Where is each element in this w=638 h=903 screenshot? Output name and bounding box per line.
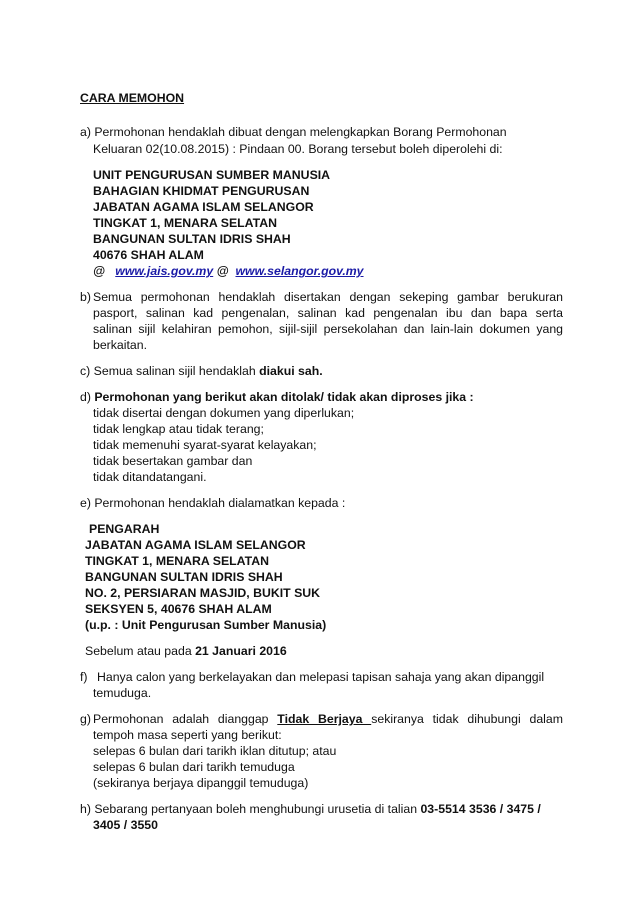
address-a-3: JABATAN AGAMA ISLAM SELANGOR [93,200,314,214]
item-g-line1 [93,712,563,727]
item-g-pre: Permohonan adalah dianggap [93,712,278,726]
item-h-text: Sebarang pertanyaan boleh menghubungi urusetia di talian [94,802,421,816]
item-a-label: a) [80,125,91,139]
item-g-cond-2: selepas 6 bulan dari tarikh temuduga [93,760,295,774]
phone-1: 03-5514 3536 / 3475 / [420,802,541,816]
deadline-date: 21 Januari 2016 [195,644,287,658]
at-sign: @ [216,264,229,278]
item-c-text: Semua salinan sijil hendaklah [93,364,260,378]
item-a-line1: Permohonan hendaklah dibuat dengan melengkapkan Borang Permohonan [94,125,507,139]
at-sign: @ [93,264,105,278]
address-a-4: TINGKAT 1, MENARA SELATAN [93,216,277,230]
address-e-3: TINGKAT 1, MENARA SELATAN [85,554,269,568]
item-e-text: Permohonan hendaklah dialamatkan kepada : [94,496,346,510]
address-e-6: SEKSYEN 5, 40676 SHAH ALAM [85,602,272,616]
deadline-text: Sebelum atau pada [85,644,196,658]
address-e-2: JABATAN AGAMA ISLAM SELANGOR [85,538,306,552]
address-e-5: NO. 2, PERSIARAN MASJID, BUKIT SUK [85,586,321,600]
heading: CARA MEMOHON [80,91,185,105]
phone-2: 3405 / 3550 [93,818,158,832]
item-f-line2: temuduga. [93,686,152,700]
item-d-reason-4: tidak besertakan gambar dan [93,454,253,468]
item-e-label: e) [80,496,91,510]
item-d [80,390,474,405]
address-a-6: 40676 SHAH ALAM [93,248,204,262]
address-a-2: BAHAGIAN KHIDMAT PENGURUSAN [93,184,310,198]
item-b-line4: berkaitan. [93,338,148,352]
item-d-reason-3: tidak memenuhi syarat-syarat kelayakan; [93,438,317,452]
item-e [80,496,345,511]
item-c [80,364,323,379]
item-a-line2: Keluaran 02(10.08.2015) : Pindaan 00. Borang tersebut boleh diperolehi di: [93,142,503,156]
item-g-line2: tempoh masa seperti yang berikut: [93,728,282,742]
item-a [80,125,507,140]
item-f-line1: Hanya calon yang berkelayakan dan melepasi tapisan sahaja yang akan dipanggil [97,670,545,684]
address-e-4: BANGUNAN SULTAN IDRIS SHAH [85,570,283,584]
jais-link[interactable]: www.jais.gov.my [115,264,214,278]
links-line [93,264,364,279]
item-h [80,802,541,817]
item-d-reason-2: tidak lengkap atau tidak terang; [93,422,264,436]
item-d-reason-1: tidak disertai dengan dokumen yang diperlukan; [93,406,355,420]
item-d-label: d) [80,390,91,404]
item-c-label: c) [80,364,91,378]
item-b-label: b) [80,290,91,304]
item-b-line2: pasport, salinan kad pengenalan, salinan kad pengenalan ibu dan bapa serta [93,306,563,320]
address-a-1: UNIT PENGURUSAN SUMBER MANUSIA [93,168,331,182]
item-f-label: f) [80,670,88,684]
item-d-bold: Permohonan yang berikut akan ditolak/ tidak akan diproses jika : [94,390,474,404]
item-c-bold: diakui sah. [259,364,323,378]
item-g-post: sekiranya tidak dihubungi dalam [371,712,563,726]
item-h-label: h) [80,802,91,816]
item-g-cond-1: selepas 6 bulan dari tarikh iklan ditutup; atau [93,744,337,758]
item-g-label: g) [80,712,91,726]
address-a-5: BANGUNAN SULTAN IDRIS SHAH [93,232,291,246]
item-b-line3: salinan sijil kelahiran pemohon, sijil-sijil persekolahan dan lain-lain dokumen yang [93,322,563,336]
item-b-line1: Semua permohonan hendaklah disertakan dengan sekeping gambar berukuran [93,290,563,304]
item-g-cond-3: (sekiranya berjaya dipanggil temuduga) [93,776,309,790]
address-e-7: (u.p. : Unit Pengurusan Sumber Manusia) [85,618,327,632]
deadline [85,644,287,659]
item-g-emph: Tidak Berjaya [277,712,372,726]
address-e-1: PENGARAH [89,522,160,536]
selangor-link[interactable]: www.selangor.gov.my [235,264,364,278]
item-d-reason-5: tidak ditandatangani. [93,470,207,484]
